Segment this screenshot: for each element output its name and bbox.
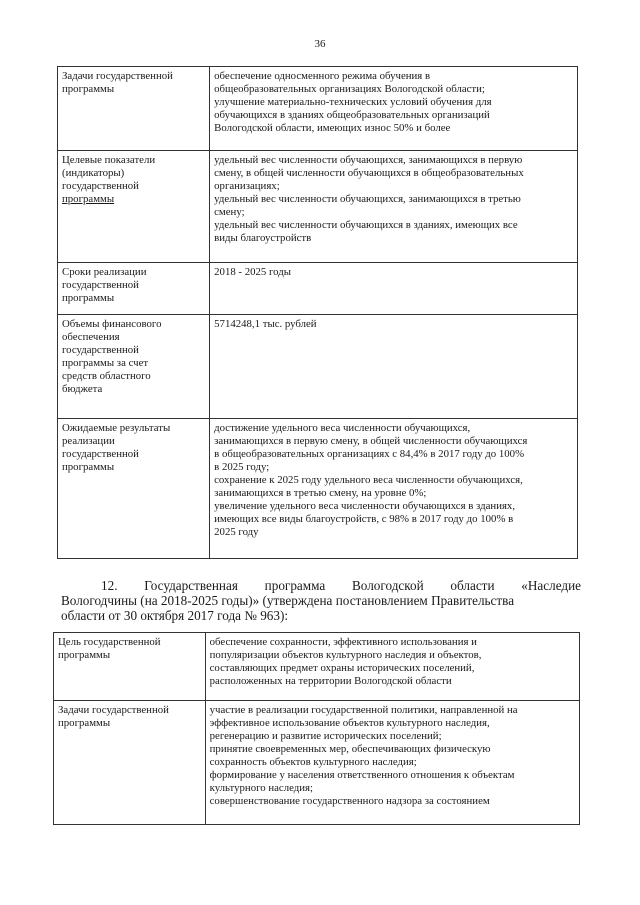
value-line: культурного наследия; — [209, 782, 314, 794]
value-line: занимающихся в первую смену, в общей численности обучающихся — [214, 435, 528, 447]
value-line: Вологодской области, имеющих износ 50% и более — [214, 122, 451, 134]
label-line: обеспечения — [62, 331, 120, 343]
row-label — [58, 263, 210, 315]
value-line: достижение удельного веса численности обучающихся, — [214, 422, 471, 434]
value-line: обеспечение сохранности, эффективного использования и — [209, 636, 477, 648]
row-value — [210, 67, 578, 151]
value-line: виды благоустройств — [214, 232, 312, 244]
label-line: Задачи государственной — [62, 70, 173, 82]
heading-line: 12. Государственная программа Вологодской области «Наследие — [101, 578, 581, 593]
table-row — [54, 633, 580, 701]
row-value — [210, 419, 578, 559]
value-line: сохранность объектов культурного наследия; — [209, 756, 417, 768]
label-line: Задачи государственной — [58, 704, 169, 716]
section-heading — [61, 578, 581, 623]
value-line: смену, в общей численности обучающихся в общеобразовательных — [214, 167, 524, 179]
program-passport-table-1 — [57, 66, 578, 559]
label-line: Цель государственной — [58, 636, 161, 648]
label-line: государственной — [62, 448, 139, 460]
label-line: программы — [62, 292, 115, 304]
label-line: реализации — [62, 435, 115, 447]
value-line: увеличение удельного веса численности обучающихся в зданиях, — [214, 500, 516, 512]
table-row — [58, 151, 578, 263]
value-line: удельный вес численности обучающихся, занимающихся в первую — [214, 154, 523, 166]
label-line: программы за счет — [62, 357, 149, 369]
row-label — [58, 315, 210, 419]
program-passport-table-2 — [53, 632, 580, 825]
value-line: составляющих предмет охраны исторических поселений, — [209, 662, 475, 674]
value-line: регенерацию и развитие исторических поселений; — [209, 730, 442, 742]
value-line: формирование у населения ответственного отношения к объектам — [209, 769, 515, 781]
page-number: 36 — [314, 38, 326, 50]
row-label — [58, 151, 210, 263]
value-line: совершенствование государственного надзора за состоянием — [209, 795, 490, 807]
table-row — [58, 67, 578, 151]
label-line: государственной — [62, 279, 139, 291]
label-line: Целевые показатели — [62, 154, 156, 166]
label-line: (индикаторы) — [62, 167, 125, 179]
value-line: 2018 - 2025 годы — [214, 266, 292, 278]
value-line: общеобразовательных организациях Вологодской области; — [214, 83, 485, 95]
value-line: в общеобразовательных организациях с 84,4% в 2017 году до 100% — [214, 448, 525, 460]
label-line: Сроки реализации — [62, 266, 147, 278]
value-line: смену; — [214, 206, 245, 218]
value-line: имеющих все виды благоустройств, с 98% в 2017 году до 100% в — [214, 513, 514, 525]
label-line: программы — [58, 717, 111, 729]
table-row — [54, 701, 580, 825]
label-line: программы — [62, 461, 115, 473]
row-value — [210, 315, 578, 419]
value-line: 5714248,1 тыс. рублей — [214, 318, 317, 330]
label-line: бюджета — [62, 383, 103, 395]
value-line: в 2025 году; — [214, 461, 270, 473]
heading-line: Вологодчины (на 2018-2025 годы)» (утверждена постановлением Правительства — [61, 593, 515, 608]
table-row — [58, 263, 578, 315]
value-line: улучшение материально-технических условий обучения для — [214, 96, 492, 108]
row-label — [54, 633, 206, 701]
row-value — [210, 263, 578, 315]
label-line: Объемы финансового — [62, 318, 162, 330]
value-line: сохранение к 2025 году удельного веса численности обучающихся, — [214, 474, 523, 486]
value-line: удельный вес численности обучающихся, занимающихся в третью — [214, 193, 521, 205]
label-line: средств областного — [62, 370, 151, 382]
table-row — [58, 315, 578, 419]
label-line: программы — [62, 83, 115, 95]
value-line: обеспечение односменного режима обучения в — [214, 70, 431, 82]
row-label — [58, 67, 210, 151]
value-line: организациях; — [214, 180, 280, 192]
value-line: расположенных на территории Вологодской области — [209, 675, 452, 687]
label-line: программы — [62, 193, 115, 205]
value-line: участие в реализации государственной политики, направленной на — [209, 704, 518, 716]
row-value — [210, 151, 578, 263]
label-line: государственной — [62, 180, 139, 192]
value-line: 2025 году — [214, 526, 259, 538]
value-line: принятие своевременных мер, обеспечивающих физическую — [209, 743, 491, 755]
value-line: эффективное использование объектов культурного наследия, — [209, 717, 490, 729]
value-line: занимающихся в третью смену, на уровне 0%; — [214, 487, 427, 499]
value-line: обучающихся в зданиях общеобразовательных организаций — [214, 109, 490, 121]
row-value — [205, 701, 579, 825]
value-line: удельный вес численности обучающихся в зданиях, имеющих все — [214, 219, 518, 231]
row-label — [54, 701, 206, 825]
table-row — [58, 419, 578, 559]
row-value — [205, 633, 579, 701]
heading-line: области от 30 октября 2017 года № 963): — [61, 608, 289, 623]
row-label — [58, 419, 210, 559]
label-line: государственной — [62, 344, 139, 356]
value-line: популяризации объектов культурного наследия и объектов, — [209, 649, 482, 661]
label-line: Ожидаемые результаты — [62, 422, 171, 434]
label-line: программы — [58, 649, 111, 661]
